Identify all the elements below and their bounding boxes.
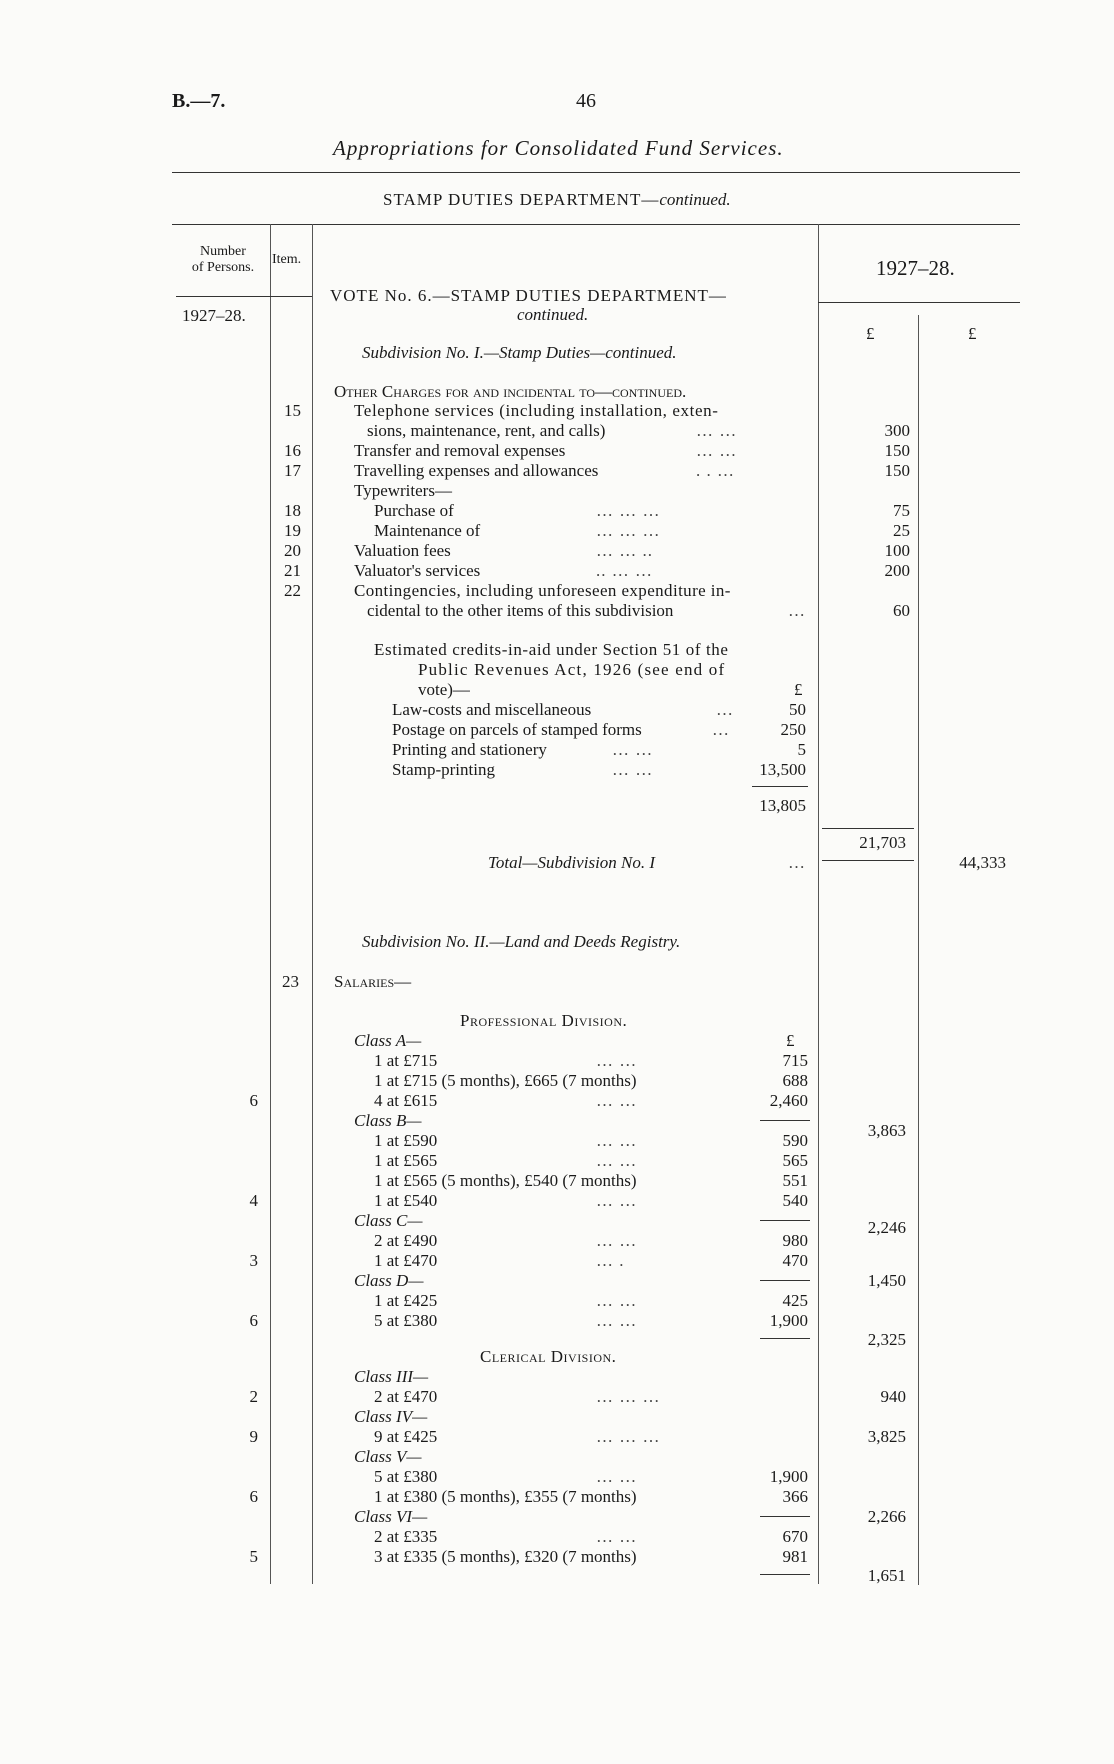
salary-amount: 590 <box>782 1131 808 1150</box>
salary-amount: 1,900 <box>769 1467 808 1486</box>
class-a-label: Class A— <box>354 1031 422 1050</box>
item-label: Travelling expenses and allowances <box>354 461 599 480</box>
salary-amount: 688 <box>782 1071 808 1090</box>
year-header-rule <box>818 302 1020 303</box>
leader-dots: … … <box>596 1191 638 1210</box>
salary-amount: 981 <box>782 1547 808 1566</box>
class-vi-persons: 5 <box>249 1547 258 1566</box>
item-amount: 150 <box>884 441 910 460</box>
leader-dots: … … <box>596 1231 638 1250</box>
class-iv-amount: 3,825 <box>867 1427 906 1446</box>
credits-heading-cont: Public Revenues Act, 1926 (see end of <box>418 660 726 679</box>
credit-amount: 250 <box>780 720 806 739</box>
item-number: 15 <box>284 401 301 420</box>
persons-year-label: 1927–28. <box>182 306 246 325</box>
class-b-persons: 4 <box>249 1191 258 1210</box>
vote-title-continued: continued. <box>517 305 589 324</box>
item-label: Typewriters— <box>354 481 452 500</box>
salary-line: 1 at £590 <box>374 1131 438 1150</box>
salary-amount: 1,900 <box>769 1311 808 1330</box>
item-label: Maintenance of <box>374 521 481 540</box>
sub1-total-col2: 44,333 <box>959 853 1006 872</box>
leader-dots: … … <box>612 740 654 759</box>
salary-line: 2 at £335 <box>374 1527 438 1546</box>
leader-dots: … … <box>596 1051 638 1070</box>
class-b-subtotal: 2,246 <box>867 1218 906 1237</box>
item-label: Purchase of <box>374 501 454 520</box>
salary-line: 4 at £615 <box>374 1091 438 1110</box>
salary-line: 3 at £335 (5 months), £320 (7 months) <box>374 1547 637 1566</box>
item-amount: 150 <box>884 461 910 480</box>
sub1-total-top-rule <box>822 828 914 829</box>
leader-dots: … … <box>596 1527 638 1546</box>
leader-dots: … … <box>696 421 738 440</box>
salary-amount: 715 <box>782 1051 808 1070</box>
leader-dots: … . <box>596 1251 625 1270</box>
salary-line: 1 at £715 <box>374 1051 438 1070</box>
subdivision-2-title: Subdivision No. II.—Land and Deeds Registry. <box>362 932 681 951</box>
salary-line: 1 at £565 (5 months), £540 (7 months) <box>374 1171 637 1190</box>
item-amount: 100 <box>884 541 910 560</box>
item-number: 18 <box>284 501 301 520</box>
credit-amount: 5 <box>797 740 806 759</box>
salary-amount: 425 <box>782 1291 808 1310</box>
vote-title: VOTE No. 6.—STAMP DUTIES DEPARTMENT— <box>330 286 727 305</box>
leader-dots: … … … <box>596 1387 661 1406</box>
leader-dots: … … <box>596 1151 638 1170</box>
item-number: 16 <box>284 441 301 460</box>
salary-line: 2 at £470 <box>374 1387 438 1406</box>
document-reference: B.—7. <box>172 90 226 112</box>
page-number: 46 <box>576 90 596 112</box>
col-header-year: 1927–28. <box>876 256 955 280</box>
class-v-sum-rule <box>760 1516 810 1517</box>
class-v-persons: 6 <box>249 1487 258 1506</box>
col-header-item: Item. <box>272 252 302 267</box>
credits-sum-rule <box>752 786 808 787</box>
item-amount: 60 <box>893 601 910 620</box>
salary-amount: 2,460 <box>769 1091 808 1110</box>
credits-heading-end: vote)— <box>418 680 470 699</box>
item-label: Valuator's services <box>354 561 481 580</box>
leader-dots: . . … <box>696 461 735 480</box>
leader-dots: … … <box>596 1091 638 1110</box>
sub1-total-col1: 21,703 <box>859 833 906 852</box>
salary-amount: 470 <box>782 1251 808 1270</box>
item-label: Telephone services (including installation, exten- <box>354 401 719 420</box>
class-c-subtotal: 1,450 <box>867 1271 906 1290</box>
subdivision-1-title: Subdivision No. I.—Stamp Duties—continued. <box>362 343 677 362</box>
department-name: STAMP DUTIES DEPARTMENT— <box>383 190 660 209</box>
class-c-sum-rule <box>760 1280 810 1281</box>
leader-dots: … … <box>596 1291 638 1310</box>
leader-dots: … … <box>596 1311 638 1330</box>
other-charges-heading: Other Charges for and incidental to—continued. <box>334 382 687 401</box>
credits-heading: Estimated credits-in-aid under Section 51 of the <box>374 640 729 659</box>
class-d-label: Class D— <box>354 1271 424 1290</box>
item-label-cont: cidental to the other items of this subdivision <box>367 601 674 620</box>
pound-col1-header: £ <box>866 324 875 343</box>
department-title <box>383 190 731 210</box>
salary-amount: 565 <box>782 1151 808 1170</box>
class-v-label: Class V— <box>354 1447 422 1466</box>
credit-label: Postage on parcels of stamped forms <box>392 720 642 739</box>
salaries-heading: Salaries— <box>334 972 412 991</box>
leader-dots: … … .. <box>596 541 653 560</box>
class-vi-label: Class VI— <box>354 1507 428 1526</box>
item-label: Contingencies, including unforeseen expenditure in- <box>354 581 731 600</box>
col-header-persons-line1: Number <box>200 244 246 259</box>
class-a-subtotal: 3,863 <box>867 1121 906 1140</box>
col-divider-item <box>312 224 313 1584</box>
class-c-label: Class C— <box>354 1211 423 1230</box>
leader-dots: … <box>716 700 734 719</box>
salary-line: 2 at £490 <box>374 1231 438 1250</box>
class-iv-label: Class IV— <box>354 1407 428 1426</box>
class-iii-persons: 2 <box>249 1387 258 1406</box>
leader-dots: … … <box>612 760 654 779</box>
item-label: Valuation fees <box>354 541 451 560</box>
salary-amount: 551 <box>782 1171 808 1190</box>
leader-dots: … … … <box>596 501 661 520</box>
leader-dots: … … <box>596 1467 638 1486</box>
salary-line: 5 at £380 <box>374 1311 438 1330</box>
leader-dots: … … <box>596 1131 638 1150</box>
salary-line: 1 at £425 <box>374 1291 438 1310</box>
item-number: 19 <box>284 521 301 540</box>
class-vi-sum-rule <box>760 1574 810 1575</box>
department-continued: continued. <box>659 190 731 209</box>
sub1-total-label: Total—Subdivision No. I <box>488 853 656 872</box>
sub1-total-bottom-rule <box>822 860 914 861</box>
col-header-persons <box>178 244 268 276</box>
item-number: 22 <box>284 581 301 600</box>
item-amount: 25 <box>893 521 910 540</box>
pound-col2-header: £ <box>968 324 977 343</box>
item-amount: 75 <box>893 501 910 520</box>
credits-total: 13,805 <box>759 796 806 815</box>
salary-amount: 540 <box>782 1191 808 1210</box>
class-a-pound: £ <box>786 1031 795 1050</box>
col-header-persons-line2: of Persons. <box>191 260 255 275</box>
class-c-persons: 3 <box>249 1251 258 1270</box>
salary-line: 5 at £380 <box>374 1467 438 1486</box>
table-top-rule <box>172 224 1020 225</box>
col-divider-persons <box>270 224 271 1584</box>
col-divider-amounts <box>918 315 919 1585</box>
credit-label: Stamp-printing <box>392 760 495 779</box>
salary-amount: 366 <box>782 1487 808 1506</box>
col-divider-text <box>818 224 819 1584</box>
credit-label: Law-costs and miscellaneous <box>392 700 592 719</box>
salary-line: 1 at £540 <box>374 1191 438 1210</box>
class-v-subtotal: 2,266 <box>867 1507 906 1526</box>
salary-line: 1 at £715 (5 months), £665 (7 months) <box>374 1071 637 1090</box>
class-b-sum-rule <box>760 1220 810 1221</box>
salary-line: 1 at £470 <box>374 1251 438 1270</box>
salary-line: 1 at £380 (5 months), £355 (7 months) <box>374 1487 637 1506</box>
salary-amount: 670 <box>782 1527 808 1546</box>
leader-dots: … <box>712 720 730 739</box>
class-vi-subtotal: 1,651 <box>867 1566 906 1585</box>
class-iv-persons: 9 <box>249 1427 258 1446</box>
class-iii-label: Class III— <box>354 1367 429 1386</box>
item-label: Transfer and removal expenses <box>354 441 566 460</box>
item-amount: 200 <box>884 561 910 580</box>
item-number: 23 <box>282 972 299 991</box>
leader-dots: .. … … <box>596 561 653 580</box>
class-iii-amount: 940 <box>880 1387 906 1406</box>
salary-line: 9 at £425 <box>374 1427 438 1446</box>
header-rule <box>172 172 1020 173</box>
clerical-division-heading: Clerical Division. <box>480 1347 617 1366</box>
professional-division-heading: Professional Division. <box>460 1011 628 1030</box>
class-d-persons: 6 <box>249 1311 258 1330</box>
salary-amount: 980 <box>782 1231 808 1250</box>
credit-amount: 13,500 <box>759 760 806 779</box>
class-b-label: Class B— <box>354 1111 422 1130</box>
leader-dots: … <box>788 853 806 872</box>
leader-dots: … <box>788 601 806 620</box>
leader-dots: … … <box>696 441 738 460</box>
class-d-subtotal: 2,325 <box>867 1330 906 1349</box>
class-a-persons: 6 <box>249 1091 258 1110</box>
item-label-cont: sions, maintenance, rent, and calls) <box>367 421 606 440</box>
item-amount: 300 <box>884 421 910 440</box>
page-subtitle: Appropriations for Consolidated Fund Services. <box>333 136 784 160</box>
item-number: 21 <box>284 561 301 580</box>
class-a-sum-rule <box>760 1120 810 1121</box>
credit-label: Printing and stationery <box>392 740 547 759</box>
item-number: 17 <box>284 461 301 480</box>
item-number: 20 <box>284 541 301 560</box>
leader-dots: … … … <box>596 521 661 540</box>
credits-pound: £ <box>794 680 803 699</box>
persons-header-rule <box>176 296 312 297</box>
salary-line: 1 at £565 <box>374 1151 438 1170</box>
leader-dots: … … … <box>596 1427 661 1446</box>
class-d-sum-rule <box>760 1338 810 1339</box>
credit-amount: 50 <box>789 700 806 719</box>
